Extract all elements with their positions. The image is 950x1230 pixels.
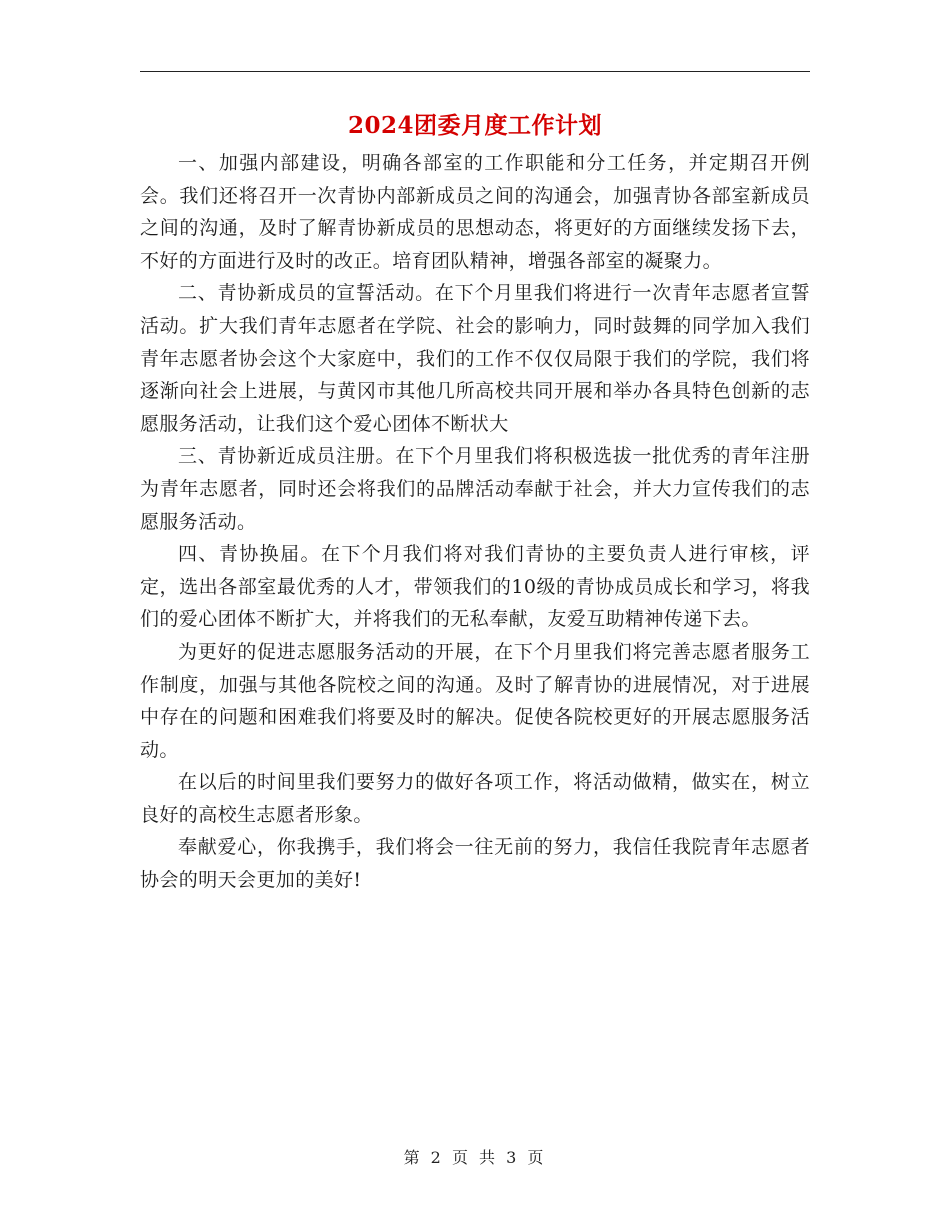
header-rule (140, 71, 810, 72)
paragraph-6: 在以后的时间里我们要努力的做好各项工作，将活动做精，做实在，树立良好的高校生志愿者形象。 (140, 771, 810, 826)
paragraph-2: 二、青协新成员的宣誓活动。在下个月里我们将进行一次青年志愿者宣誓活动。扩大我们青年志愿者在学院、社会的影响力，同时鼓舞的同学加入我们青年志愿者协会这个大家庭中，我们的工作不仅仅局限于我们的学院，我们将逐渐向社会上进展，与黄冈市其他几所高校共同开展和举办各具特色创新的志愿服务活动，让我们这个爱心团体不断状大 (140, 282, 810, 435)
page-number-footer: 第 2 页 共 3 页 (403, 1148, 547, 1167)
paragraph-3: 三、青协新近成员注册。在下个月里我们将积极选拔一批优秀的青年注册为青年志愿者，同时还会将我们的品牌活动奉献于社会，并大力宣传我们的志愿服务活动。 (140, 445, 810, 533)
paragraph-4: 四、青协换届。在下个月我们将对我们青协的主要负责人进行审核，评定，选出各部室最优秀的人才，带领我们的10级的青协成员成长和学习，将我们的爱心团体不断扩大，并将我们的无私奉献，友爱互助精神传递下去。 (140, 543, 810, 631)
document-body (140, 147, 810, 897)
paragraph-5: 为更好的促进志愿服务活动的开展，在下个月里我们将完善志愿者服务工作制度，加强与其他各院校之间的沟通。及时了解青协的进展情况，对于进展中存在的问题和困难我们将要及时的解决。促使各院校更好的开展志愿服务活动。 (140, 640, 810, 761)
paragraph-7: 奉献爱心，你我携手，我们将会一往无前的努力，我信任我院青年志愿者协会的明天会更加的美好! (140, 836, 810, 892)
paragraph-1: 一、加强内部建设，明确各部室的工作职能和分工任务，并定期召开例会。我们还将召开一次青协内部新成员之间的沟通会，加强青协各部室新成员之间的沟通，及时了解青协新成员的思想动态，将更好的方面继续发扬下去，不好的方面进行及时的改正。培育团队精神，增强各部室的凝聚力。 (140, 152, 810, 272)
document-title: 2024团委月度工作计划 (347, 112, 602, 139)
